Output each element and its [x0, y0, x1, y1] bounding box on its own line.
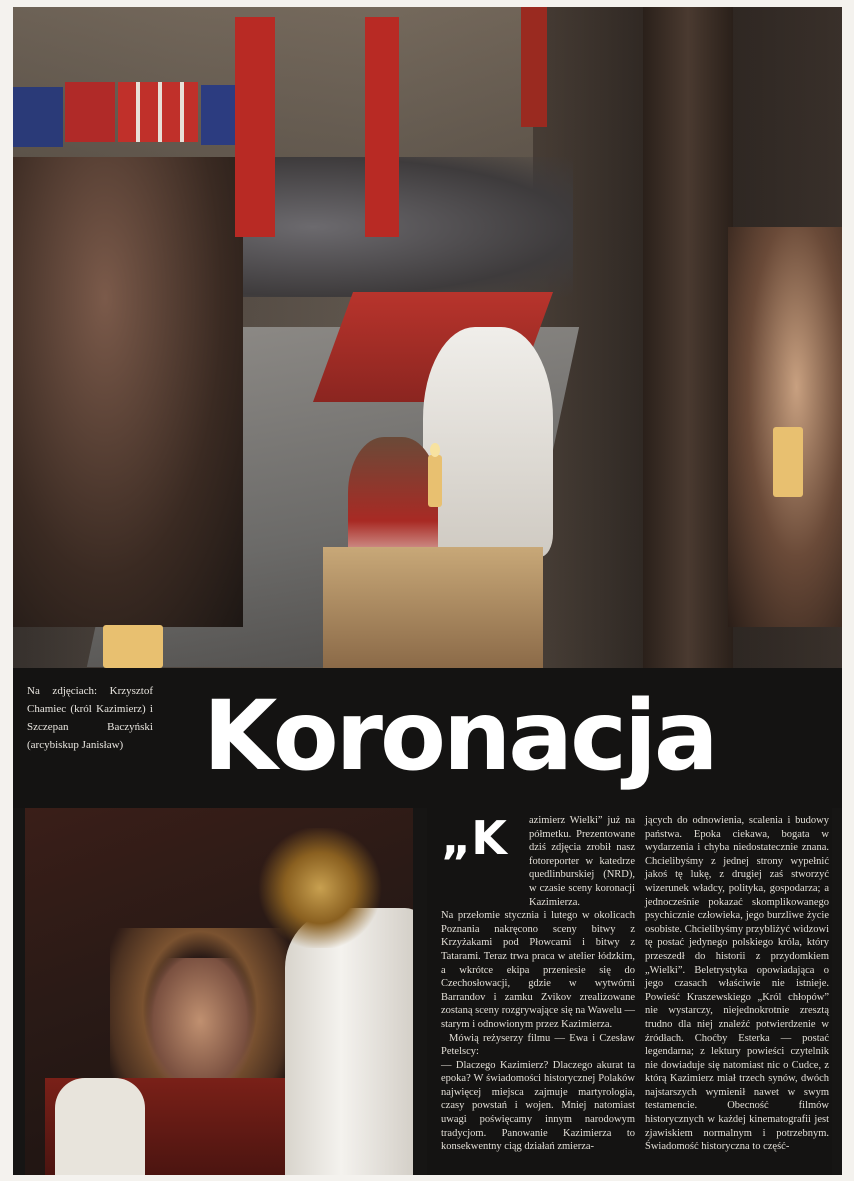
article-body — [427, 808, 832, 1175]
red-standard — [235, 17, 275, 237]
banner-red-white — [118, 82, 198, 142]
ermine-collar — [55, 1078, 145, 1175]
article-lead: azimierz Wielki” już na półmetku. Prezentowane dziś zdjęcia zrobił nasz fotoreporter w katedrze quedlinburskiej (NRD), w czasie sceny koronacji Kazimierza. — [529, 815, 635, 908]
article-paragraph: Mówią reżyserzy filmu — Ewa i Czesław Petelscy: — [441, 1032, 635, 1058]
spectators-crowd — [13, 157, 243, 627]
right-candle — [773, 427, 803, 497]
red-standard-2 — [365, 17, 399, 237]
magazine-page — [13, 7, 842, 1175]
red-standard-3 — [521, 7, 547, 127]
banner-red-emblem — [65, 82, 115, 142]
article-column-1 — [441, 814, 635, 1154]
drop-cap: „K — [441, 811, 507, 865]
stone-pillar — [643, 7, 733, 668]
floor-candle — [103, 625, 163, 668]
article-column-2 — [645, 814, 829, 1154]
altar — [323, 547, 543, 668]
candle-flame — [430, 443, 440, 457]
caption-band — [13, 668, 842, 808]
coronation-photo — [13, 7, 842, 668]
king-closeup-photo — [25, 808, 413, 1175]
crown — [255, 828, 385, 948]
banner-blue — [13, 87, 63, 147]
article-paragraph: — Dlaczego Kazimierz? Dlaczego akurat ta epoka? W świadomości historycznej Polaków najwięcej miejsca zajmuje martyrologia, czasy powstań i wojen. Mniej natomiast uwagi poświęcamy innym narodowym tradycjom. Panowanie Kazimierza to konsekwentny ciąg działań zmierza- — [441, 1059, 635, 1153]
article-paragraph: Na przełomie stycznia i lutego w okolicach Poznania nakręcono sceny bitwy z Krzyżakami pod Płowcami i bitwy z Tatarami. Teraz trwa praca w atelier łódzkim, a wkrótce ekipa przeniesie się do Czechosłowacji, gdzie w wytwórni Barrandov i zamku Zvikov zrealizowane zostaną sceny rozgrywające się na Wawelu — starym i odnowionym przez Kazimierza. — [441, 910, 635, 1030]
photo-caption: Na zdjęciach: Krzysztof Chamiec (król Kazimierz) i Szczepan Baczyński (arcybiskup Janisław) — [27, 685, 153, 751]
archbishop-figure — [423, 327, 553, 557]
article-paragraph: jących do odnowienia, scalenia i budowy państwa. Epoka ciekawa, bogata w wydarzenia i chyba niedostatecznie znana. Chcielibyśmy z jednej strony wypełnić jakoś tę lukę, z drugiej zaś stworzyć wizerunek władcy, polityka, gospodarza; a jednocześnie pokazać skomplikowanego psychicznie człowieka, jego burzliwe życie osobiste. Chcielibyśmy przybliżyć widzowi tę postać jedynego polskiego króla, który przeszedł do historii z przydomkiem „Wielki”. Beletrystyka opowiadająca o jego czasach właściwie nie istnieje. Powieść Kraszewskiego „Król chłopów” nie wystarczy, niejednokrotnie zresztą trudno dla niej znaleźć potwierdzenie w źródłach. Choćby Esterka — postać legendarna; z lektury powieści czytelnik nie dowiaduje się natomiast nic o Cudce, z którą Kazimierz miał trzech synów, dwóch najstarszych wymienił nawet w swym testamencie. Obecność filmów historycznych w każdej kinematografii jest zjawiskiem normalnym i potrzebnym. Świadomość historyczna to część- — [645, 815, 829, 1153]
king-face — [145, 958, 255, 1098]
headline: Koronacja — [203, 680, 716, 792]
altar-candle — [428, 455, 442, 507]
archbishop-sleeve — [285, 908, 413, 1175]
